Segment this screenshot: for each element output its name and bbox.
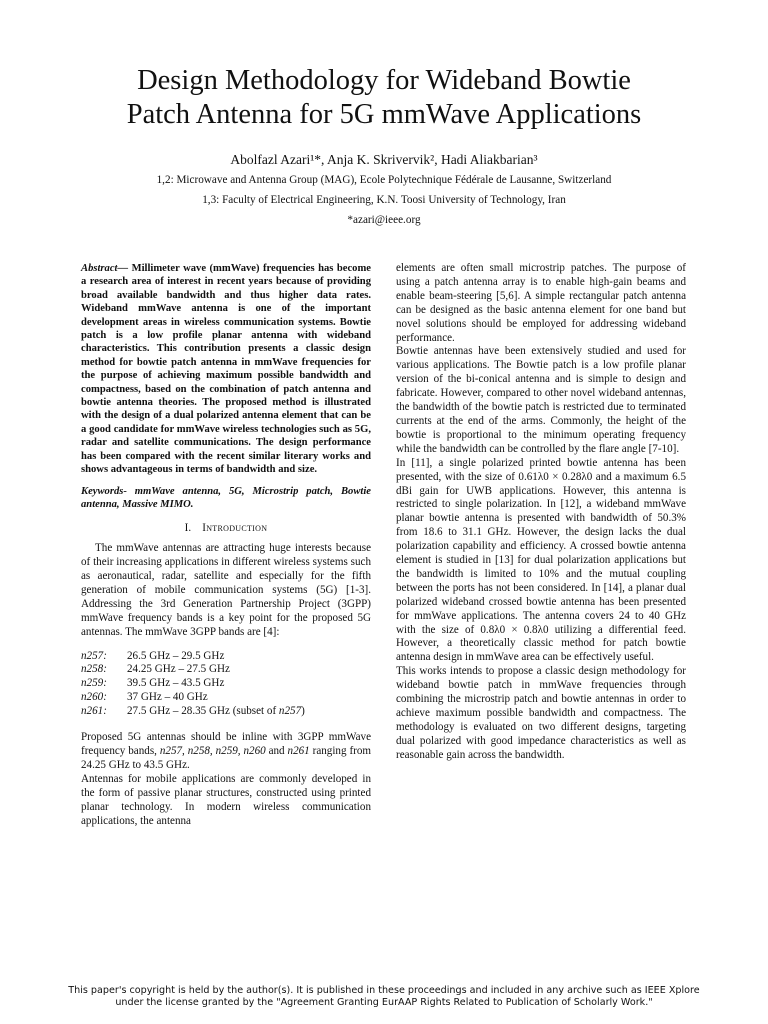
band-row bbox=[81, 677, 371, 691]
affiliation-1: 1,2: Microwave and Antenna Group (MAG), Ecole Polytechnique Fédérale de Lausanne, Switzerland bbox=[156, 174, 612, 186]
footer-line-2: under the license granted by the "Agreement Granting EurAAP Rights Related to Publication of Scholarly Work." bbox=[115, 997, 653, 1008]
band-row bbox=[81, 691, 371, 705]
bands-last-name: n261 bbox=[287, 745, 310, 757]
bands-text: Proposed 5G antennas should be inline with 3GPP mmWave frequency bands, bbox=[81, 731, 371, 757]
title-line-1: Design Methodology for Wideband Bowtie bbox=[137, 65, 631, 96]
body-paragraph: In [11], a single polarized printed bowtie antenna has been presented, with the size of 0.61λ0 × 0.28λ0 and a maximum 6.5 dBi gain for UWB applications. However, this antenna is restricted to single polarization. In [12], a wideband mmWave planar bowtie antenna is presented with bandwidth of 50.3% from 18.6 to 31.1 GHz. However, the design lacks the dual polarization capability and efficiency. A crossed bowtie antenna element is studied in [13] for dual polarization applications but the bandwidth is limited to 10% and the mutual coupling between the ports has not been considered. In [14], a planar dual polarized wideband crossed bowtie antenna has been presented for mmWave applications. The antenna covers 24 to 40 GHz with the size of 0.8λ0 × 0.8λ0 utilizing a differential feed. However, a theoretically classic method for patch bowtie antenna design in mmWave area can be effectively useful. bbox=[396, 456, 686, 664]
band-range-value: 27.5 GHz – 28.35 GHz bbox=[127, 705, 230, 718]
antennas-paragraph: Antennas for mobile applications are commonly developed in the form of passive planar structures, constructed using printed planar technology. In modern wireless communication applications, the antenna bbox=[81, 772, 371, 827]
band-list bbox=[81, 650, 371, 720]
author-list: Abolfazl Azari¹*, Anja K. Skrivervik², Hadi Aliakbarian³ bbox=[230, 152, 538, 167]
body-paragraph: Bowtie antennas have been extensively studied and used for various applications. The Bowtie patch is a low profile planar version of the bi-conical antenna and is simple to design and fabricate. However, compared to other novel wideband antennas, the bandwidth of the bowtie patch is restricted due to terminated currents at the end of the arms. Commonly, the height of the bowtie is proportional to the minimum operating frequency while the bandwidth can be controlled by the flare angle [7-10]. bbox=[396, 345, 686, 455]
band-name: n257: bbox=[81, 649, 107, 662]
section-number: I. bbox=[184, 522, 192, 535]
keywords: Keywords- mmWave antenna, 5G, Microstrip patch, Bowtie antenna, Massive MIMO. bbox=[81, 485, 371, 510]
band-name: n260: bbox=[81, 691, 107, 704]
contact-email: *azari@ieee.org bbox=[347, 214, 421, 226]
band-range: 37 GHz – 40 GHz bbox=[127, 691, 208, 704]
right-column bbox=[396, 262, 686, 763]
body-paragraph: This works intends to propose a classic design methodology for wideband bowtie patch in mmWave frequencies through combining the microstrip patch and bowtie antennas in order to achieve maximum possible bandwidth and compactness. The methodology is evaluated on two different designs, targeting dual polarized with good impedance characteristics as well as reasonable gain across the bandwidth. bbox=[396, 665, 686, 761]
abstract bbox=[81, 262, 371, 477]
bands-paragraph bbox=[81, 731, 371, 773]
section-title: Introduction bbox=[202, 522, 268, 535]
copyright-footer bbox=[20, 985, 748, 1009]
band-note: (subset of bbox=[229, 705, 279, 718]
band-range: 39.5 GHz – 43.5 GHz bbox=[127, 677, 225, 690]
band-range: 24.25 GHz – 27.5 GHz bbox=[127, 663, 230, 676]
bands-names: n257, n258, n259, n260 bbox=[159, 745, 266, 757]
bands-range-text: ranging from 24.25 GHz to 43.5 GHz. bbox=[81, 745, 372, 771]
band-name: n261: bbox=[81, 705, 107, 718]
band-row bbox=[81, 705, 371, 719]
title-line-2: Patch Antenna for 5G mmWave Applications bbox=[126, 99, 642, 130]
footer-line-1: This paper's copyright is held by the author(s). It is published in these proceedings and included in any archive such as IEEE Xplore bbox=[68, 985, 700, 996]
body-paragraph: elements are often small microstrip patches. The purpose of using a patch antenna array is to enable high-gain beams and enable beam-steering [5,6]. A simple rectangular patch antenna can be designed as the basic antenna element for one band but novel solutions should be employed for addressing wideband performance. bbox=[396, 262, 686, 344]
band-name: n258: bbox=[81, 663, 107, 676]
abstract-body: Millimeter wave (mmWave) frequencies has become a research area of interest in recent years because of providing broad available bandwidth and thus higher data rates. Wideband mmWave antenna is one of the important development areas in wireless communication systems. Bowtie patch is a low profile planar antenna with wideband characteristics. This contribution presents a classic design method for bowtie patch antenna in mmWave frequencies for the purpose of achieving maximum possible bandwidth and compactness, based on the combination of patch antenna and bowtie antenna theories. The proposed method is illustrated with the design of a dual polarized antenna element that can be a good candidate for mmWave wireless technologies such as 5G, radar and satellite communications. The design performance has been compared with the recent similar literary works and shows advantageous in terms of bandwidth and size. bbox=[81, 263, 371, 476]
band-row bbox=[81, 650, 371, 664]
band-row bbox=[81, 663, 371, 677]
affiliation-2: 1,3: Faculty of Electrical Engineering, K.N. Toosi University of Technology, Iran bbox=[202, 194, 566, 206]
band-note-ref: n257 bbox=[278, 705, 302, 718]
left-column bbox=[81, 262, 371, 828]
band-range: 26.5 GHz – 29.5 GHz bbox=[127, 649, 225, 662]
abstract-lead: Abstract— bbox=[81, 263, 129, 274]
band-note-end: ) bbox=[301, 705, 305, 718]
bands-and: and bbox=[265, 745, 288, 757]
band-range bbox=[127, 705, 305, 719]
section-heading bbox=[81, 522, 371, 536]
paper-title bbox=[60, 64, 708, 132]
intro-paragraph: The mmWave antennas are attracting huge interests because of their increasing applications in different wireless systems such as aeronautical, radar, satellite and especially for the fifth generation of mobile communication systems (5G) [1-3]. Addressing the 3rd Generation Partnership Project (3GPP) mmWave frequency bands is a key point for the proposed 5G antennas. The mmWave 3GPP bands are [4]: bbox=[81, 542, 371, 638]
band-name: n259: bbox=[81, 677, 107, 690]
